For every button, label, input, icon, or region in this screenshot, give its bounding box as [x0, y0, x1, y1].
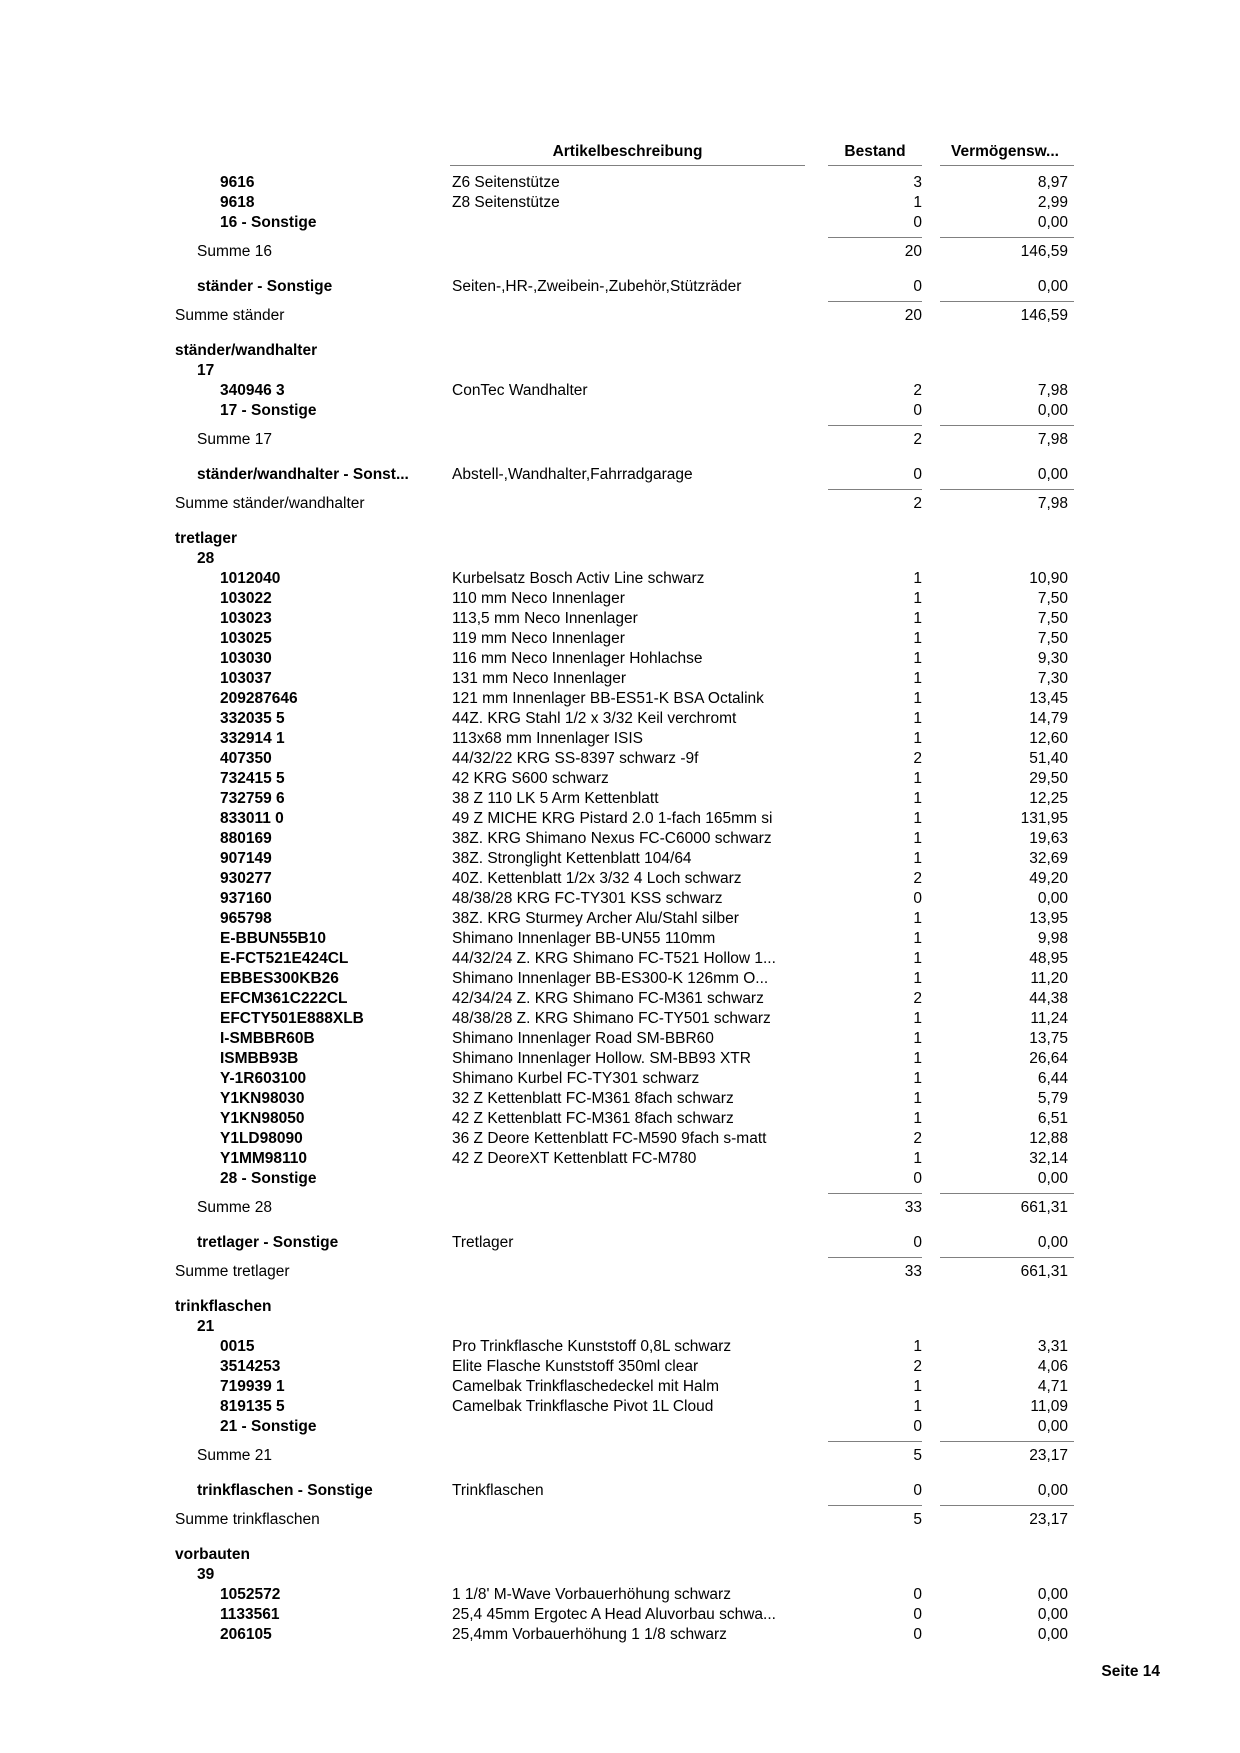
article-value: 0,00: [1037, 1418, 1068, 1435]
group-total-label: Summe ständer: [175, 307, 285, 324]
header-rule-value: [940, 165, 1074, 166]
group-label: ständer/wandhalter: [175, 342, 318, 359]
article-description: 131 mm Neco Innenlager: [452, 670, 627, 687]
group-other-description: Trinkflaschen: [452, 1482, 544, 1499]
subtotal-rule-stock: [828, 1505, 922, 1506]
article-value: 9,30: [1037, 650, 1068, 667]
subtotal-rule-value: [940, 1257, 1074, 1258]
article-value: 49,20: [1029, 870, 1068, 887]
group-other-description: Tretlager: [452, 1234, 514, 1251]
subgroup-total-label: Summe 17: [197, 431, 272, 448]
subtotal-rule-value: [940, 301, 1074, 302]
article-code: E-FCT521E424CL: [220, 950, 349, 967]
article-value: 4,71: [1037, 1378, 1068, 1395]
article-stock: 2: [913, 1358, 922, 1375]
subgroup-label: 21: [197, 1318, 215, 1335]
article-description: Shimano Innenlager Hollow. SM-BB93 XTR: [452, 1050, 751, 1067]
group-other-label: ständer - Sonstige: [197, 278, 333, 295]
article-code: Y1MM98110: [220, 1150, 308, 1167]
article-description: Shimano Innenlager BB-ES300-K 126mm O...: [452, 970, 769, 987]
article-stock: 1: [913, 1338, 922, 1355]
article-stock: 1: [913, 1030, 922, 1047]
article-value: 48,95: [1029, 950, 1068, 967]
subtotal-rule-stock: [828, 1257, 922, 1258]
article-description: 44/32/24 Z. KRG Shimano FC-T521 Hollow 1...: [452, 950, 776, 967]
subtotal-rule-stock: [828, 1193, 922, 1194]
subtotal-rule-stock: [828, 301, 922, 302]
article-value: 9,98: [1037, 930, 1068, 947]
article-code: 965798: [220, 910, 272, 927]
article-description: 40Z. Kettenblatt 1/2x 3/32 4 Loch schwarz: [452, 870, 742, 887]
article-stock: 0: [913, 1418, 922, 1435]
subgroup-total-stock: 20: [904, 243, 922, 260]
article-code: Y1LD98090: [220, 1130, 303, 1147]
article-value: 0,00: [1037, 1170, 1068, 1187]
article-stock: 1: [913, 590, 922, 607]
page-number: Seite 14: [1101, 1663, 1160, 1680]
article-value: 0,00: [1037, 890, 1068, 907]
article-code: 28 - Sonstige: [220, 1170, 317, 1187]
header-stock: Bestand: [844, 143, 906, 160]
article-code: Y1KN98050: [220, 1110, 305, 1127]
article-description: Shimano Innenlager Road SM-BBR60: [452, 1030, 714, 1047]
article-value: 7,30: [1037, 670, 1068, 687]
subtotal-rule-value: [940, 1505, 1074, 1506]
article-description: Shimano Kurbel FC-TY301 schwarz: [452, 1070, 700, 1087]
article-value: 12,25: [1029, 790, 1068, 807]
subtotal-rule-value: [940, 489, 1074, 490]
article-description: 36 Z Deore Kettenblatt FC-M590 9fach s-matt: [452, 1130, 767, 1147]
article-stock: 1: [913, 1150, 922, 1167]
subtotal-rule-stock: [828, 489, 922, 490]
article-value: 7,50: [1037, 590, 1068, 607]
article-description: 38Z. KRG Sturmey Archer Alu/Stahl silber: [452, 910, 739, 927]
article-stock: 1: [913, 1110, 922, 1127]
article-code: 9616: [220, 174, 255, 191]
group-other-label: tretlager - Sonstige: [197, 1234, 339, 1251]
group-other-stock: 0: [913, 1482, 922, 1499]
article-stock: 0: [913, 214, 922, 231]
article-stock: 1: [913, 810, 922, 827]
article-value: 8,97: [1037, 174, 1068, 191]
article-description: 121 mm Innenlager BB-ES51-K BSA Octalink: [452, 690, 764, 707]
article-value: 13,95: [1029, 910, 1068, 927]
article-stock: 2: [913, 870, 922, 887]
subtotal-rule-value: [940, 1441, 1074, 1442]
group-other-label: trinkflaschen - Sonstige: [197, 1482, 373, 1499]
article-stock: 1: [913, 730, 922, 747]
subgroup-total-label: Summe 21: [197, 1447, 272, 1464]
article-stock: 1: [913, 790, 922, 807]
article-description: Kurbelsatz Bosch Activ Line schwarz: [452, 570, 705, 587]
group-label: vorbauten: [175, 1546, 250, 1563]
article-code: 332035 5: [220, 710, 285, 727]
article-value: 0,00: [1037, 402, 1068, 419]
article-code: 833011 0: [220, 810, 284, 827]
article-stock: 0: [913, 1626, 922, 1643]
article-stock: 1: [913, 970, 922, 987]
article-stock: 1: [913, 1010, 922, 1027]
article-stock: 1: [913, 910, 922, 927]
article-stock: 1: [913, 1398, 922, 1415]
article-description: 1 1/8' M-Wave Vorbauerhöhung schwarz: [452, 1586, 731, 1603]
article-stock: 1: [913, 770, 922, 787]
article-description: 32 Z Kettenblatt FC-M361 8fach schwarz: [452, 1090, 734, 1107]
article-description: Camelbak Trinkflaschedeckel mit Halm: [452, 1378, 720, 1395]
article-stock: 1: [913, 690, 922, 707]
article-description: 25,4 45mm Ergotec A Head Aluvorbau schwa...: [452, 1606, 776, 1623]
article-description: ConTec Wandhalter: [452, 382, 588, 399]
article-stock: 1: [913, 710, 922, 727]
article-value: 44,38: [1029, 990, 1068, 1007]
article-code: 3514253: [220, 1358, 281, 1375]
article-description: 42 Z DeoreXT Kettenblatt FC-M780: [452, 1150, 697, 1167]
article-description: Shimano Innenlager BB-UN55 110mm: [452, 930, 716, 947]
article-stock: 1: [913, 950, 922, 967]
subgroup-total-value: 146,59: [1020, 243, 1068, 260]
article-code: 719939 1: [220, 1378, 285, 1395]
subgroup-total-stock: 33: [904, 1199, 922, 1216]
group-total-stock: 20: [904, 307, 922, 324]
article-code: 17 - Sonstige: [220, 402, 317, 419]
article-description: 42 Z Kettenblatt FC-M361 8fach schwarz: [452, 1110, 734, 1127]
article-code: 732759 6: [220, 790, 285, 807]
subgroup-total-label: Summe 28: [197, 1199, 272, 1216]
group-other-value: 0,00: [1037, 1482, 1068, 1499]
subgroup-total-value: 7,98: [1037, 431, 1068, 448]
article-stock: 1: [913, 650, 922, 667]
subgroup-total-value: 23,17: [1029, 1447, 1068, 1464]
article-description: Z8 Seitenstütze: [452, 194, 560, 211]
article-stock: 2: [913, 990, 922, 1007]
group-total-value: 661,31: [1020, 1263, 1068, 1280]
article-description: 110 mm Neco Innenlager: [452, 590, 625, 607]
article-description: 44Z. KRG Stahl 1/2 x 3/32 Keil verchromt: [452, 710, 737, 727]
subtotal-rule-value: [940, 237, 1074, 238]
subgroup-label: 17: [197, 362, 215, 379]
article-code: ISMBB93B: [220, 1050, 299, 1067]
article-stock: 1: [913, 830, 922, 847]
article-code: EBBES300KB26: [220, 970, 339, 987]
article-code: 407350: [220, 750, 272, 767]
article-stock: 1: [913, 930, 922, 947]
article-description: 42/34/24 Z. KRG Shimano FC-M361 schwarz: [452, 990, 764, 1007]
article-description: Elite Flasche Kunststoff 350ml clear: [452, 1358, 699, 1375]
article-code: 206105: [220, 1626, 272, 1643]
article-value: 7,98: [1037, 382, 1068, 399]
article-value: 2,99: [1037, 194, 1068, 211]
article-code: Y-1R603100: [220, 1070, 307, 1087]
subtotal-rule-value: [940, 425, 1074, 426]
subgroup-label: 28: [197, 550, 215, 567]
subgroup-total-value: 661,31: [1020, 1199, 1068, 1216]
subgroup-total-label: Summe 16: [197, 243, 272, 260]
group-total-stock: 2: [913, 495, 922, 512]
article-value: 0,00: [1037, 1606, 1068, 1623]
article-description: 116 mm Neco Innenlager Hohlachse: [452, 650, 703, 667]
article-code: 937160: [220, 890, 272, 907]
header-description: Artikelbeschreibung: [552, 143, 703, 160]
header-value: Vermögensw...: [951, 143, 1059, 160]
article-stock: 0: [913, 1586, 922, 1603]
article-value: 32,14: [1029, 1150, 1068, 1167]
article-code: 1012040: [220, 570, 281, 587]
article-code: 907149: [220, 850, 272, 867]
article-value: 0,00: [1037, 1586, 1068, 1603]
subtotal-rule-stock: [828, 425, 922, 426]
article-stock: 1: [913, 850, 922, 867]
article-stock: 1: [913, 670, 922, 687]
article-code: 21 - Sonstige: [220, 1418, 317, 1435]
article-value: 19,63: [1029, 830, 1068, 847]
article-value: 0,00: [1037, 214, 1068, 231]
article-value: 7,50: [1037, 630, 1068, 647]
article-value: 3,31: [1037, 1338, 1068, 1355]
article-stock: 1: [913, 1090, 922, 1107]
group-label: trinkflaschen: [175, 1298, 272, 1315]
group-total-value: 23,17: [1029, 1511, 1068, 1528]
article-code: I-SMBBR60B: [220, 1030, 315, 1047]
article-code: 9618: [220, 194, 255, 211]
article-code: 732415 5: [220, 770, 285, 787]
article-stock: 2: [913, 1130, 922, 1147]
group-other-description: Abstell-,Wandhalter,Fahrradgarage: [452, 466, 693, 483]
group-total-value: 7,98: [1037, 495, 1068, 512]
article-description: 119 mm Neco Innenlager: [452, 630, 625, 647]
subgroup-total-stock: 2: [913, 431, 922, 448]
group-total-stock: 5: [913, 1511, 922, 1528]
article-code: 340946 3: [220, 382, 285, 399]
article-code: 209287646: [220, 690, 298, 707]
article-code: 930277: [220, 870, 272, 887]
group-other-value: 0,00: [1037, 466, 1068, 483]
header-rule-stock: [828, 165, 922, 166]
article-value: 51,40: [1029, 750, 1068, 767]
article-stock: 1: [913, 1070, 922, 1087]
article-description: 38Z. KRG Shimano Nexus FC-C6000 schwarz: [452, 830, 772, 847]
group-other-stock: 0: [913, 466, 922, 483]
article-value: 6,44: [1037, 1070, 1068, 1087]
article-code: 103025: [220, 630, 272, 647]
article-value: 26,64: [1029, 1050, 1068, 1067]
article-value: 10,90: [1029, 570, 1068, 587]
article-stock: 1: [913, 610, 922, 627]
article-description: Z6 Seitenstütze: [452, 174, 560, 191]
group-total-value: 146,59: [1020, 307, 1068, 324]
article-value: 131,95: [1020, 810, 1068, 827]
group-other-description: Seiten-,HR-,Zweibein-,Zubehör,Stützräder: [452, 278, 742, 295]
article-stock: 0: [913, 890, 922, 907]
article-value: 12,60: [1029, 730, 1068, 747]
article-value: 14,79: [1029, 710, 1068, 727]
article-stock: 3: [913, 174, 922, 191]
group-label: tretlager: [175, 530, 238, 547]
article-stock: 1: [913, 630, 922, 647]
article-stock: 2: [913, 382, 922, 399]
article-value: 12,88: [1029, 1130, 1068, 1147]
article-code: EFCTY501E888XLB: [220, 1010, 364, 1027]
article-stock: 0: [913, 1606, 922, 1623]
article-value: 7,50: [1037, 610, 1068, 627]
article-value: 13,75: [1029, 1030, 1068, 1047]
header-rule-description: [450, 165, 805, 166]
article-code: E-BBUN55B10: [220, 930, 326, 947]
article-code: 16 - Sonstige: [220, 214, 317, 231]
article-stock: 2: [913, 750, 922, 767]
article-description: 38Z. Stronglight Kettenblatt 104/64: [452, 850, 692, 867]
article-code: 103030: [220, 650, 272, 667]
group-other-label: ständer/wandhalter - Sonst...: [197, 466, 409, 483]
article-stock: 1: [913, 1050, 922, 1067]
article-code: 103022: [220, 590, 272, 607]
article-value: 29,50: [1029, 770, 1068, 787]
article-stock: 0: [913, 402, 922, 419]
article-value: 13,45: [1029, 690, 1068, 707]
subtotal-rule-stock: [828, 1441, 922, 1442]
article-description: 49 Z MICHE KRG Pistard 2.0 1-fach 165mm si: [452, 810, 773, 827]
group-total-label: Summe ständer/wandhalter: [175, 495, 365, 512]
article-stock: 1: [913, 570, 922, 587]
article-stock: 0: [913, 1170, 922, 1187]
group-other-value: 0,00: [1037, 278, 1068, 295]
article-code: 332914 1: [220, 730, 285, 747]
subtotal-rule-stock: [828, 237, 922, 238]
article-value: 0,00: [1037, 1626, 1068, 1643]
article-code: 1052572: [220, 1586, 281, 1603]
subtotal-rule-value: [940, 1193, 1074, 1194]
group-total-stock: 33: [904, 1263, 922, 1280]
article-value: 11,24: [1030, 1010, 1068, 1027]
article-description: 48/38/28 Z. KRG Shimano FC-TY501 schwarz: [452, 1010, 771, 1027]
article-value: 6,51: [1037, 1110, 1068, 1127]
article-description: Camelbak Trinkflasche Pivot 1L Cloud: [452, 1398, 714, 1415]
article-code: 103023: [220, 610, 272, 627]
article-description: 25,4mm Vorbauerhöhung 1 1/8 schwarz: [452, 1626, 727, 1643]
article-code: 1133561: [220, 1606, 280, 1623]
group-total-label: Summe tretlager: [175, 1263, 290, 1280]
article-description: 44/32/22 KRG SS-8397 schwarz -9f: [452, 750, 699, 767]
article-value: 5,79: [1037, 1090, 1068, 1107]
group-total-label: Summe trinkflaschen: [175, 1511, 320, 1528]
article-stock: 1: [913, 1378, 922, 1395]
article-code: 880169: [220, 830, 272, 847]
article-description: 38 Z 110 LK 5 Arm Kettenblatt: [452, 790, 659, 807]
article-code: 103037: [220, 670, 272, 687]
article-code: Y1KN98030: [220, 1090, 305, 1107]
article-value: 32,69: [1029, 850, 1068, 867]
article-stock: 1: [913, 194, 922, 211]
article-description: 113x68 mm Innenlager ISIS: [452, 730, 643, 747]
group-other-stock: 0: [913, 278, 922, 295]
article-value: 11,09: [1030, 1398, 1068, 1415]
group-other-value: 0,00: [1037, 1234, 1068, 1251]
article-description: 48/38/28 KRG FC-TY301 KSS schwarz: [452, 890, 723, 907]
group-other-stock: 0: [913, 1234, 922, 1251]
article-value: 4,06: [1037, 1358, 1068, 1375]
article-description: Pro Trinkflasche Kunststoff 0,8L schwarz: [452, 1338, 732, 1355]
subgroup-label: 39: [197, 1566, 215, 1583]
article-description: 42 KRG S600 schwarz: [452, 770, 609, 787]
subgroup-total-stock: 5: [913, 1447, 922, 1464]
article-description: 113,5 mm Neco Innenlager: [452, 610, 638, 627]
article-code: 0015: [220, 1338, 255, 1355]
article-code: EFCM361C222CL: [220, 990, 348, 1007]
article-code: 819135 5: [220, 1398, 285, 1415]
article-value: 11,20: [1030, 970, 1068, 987]
